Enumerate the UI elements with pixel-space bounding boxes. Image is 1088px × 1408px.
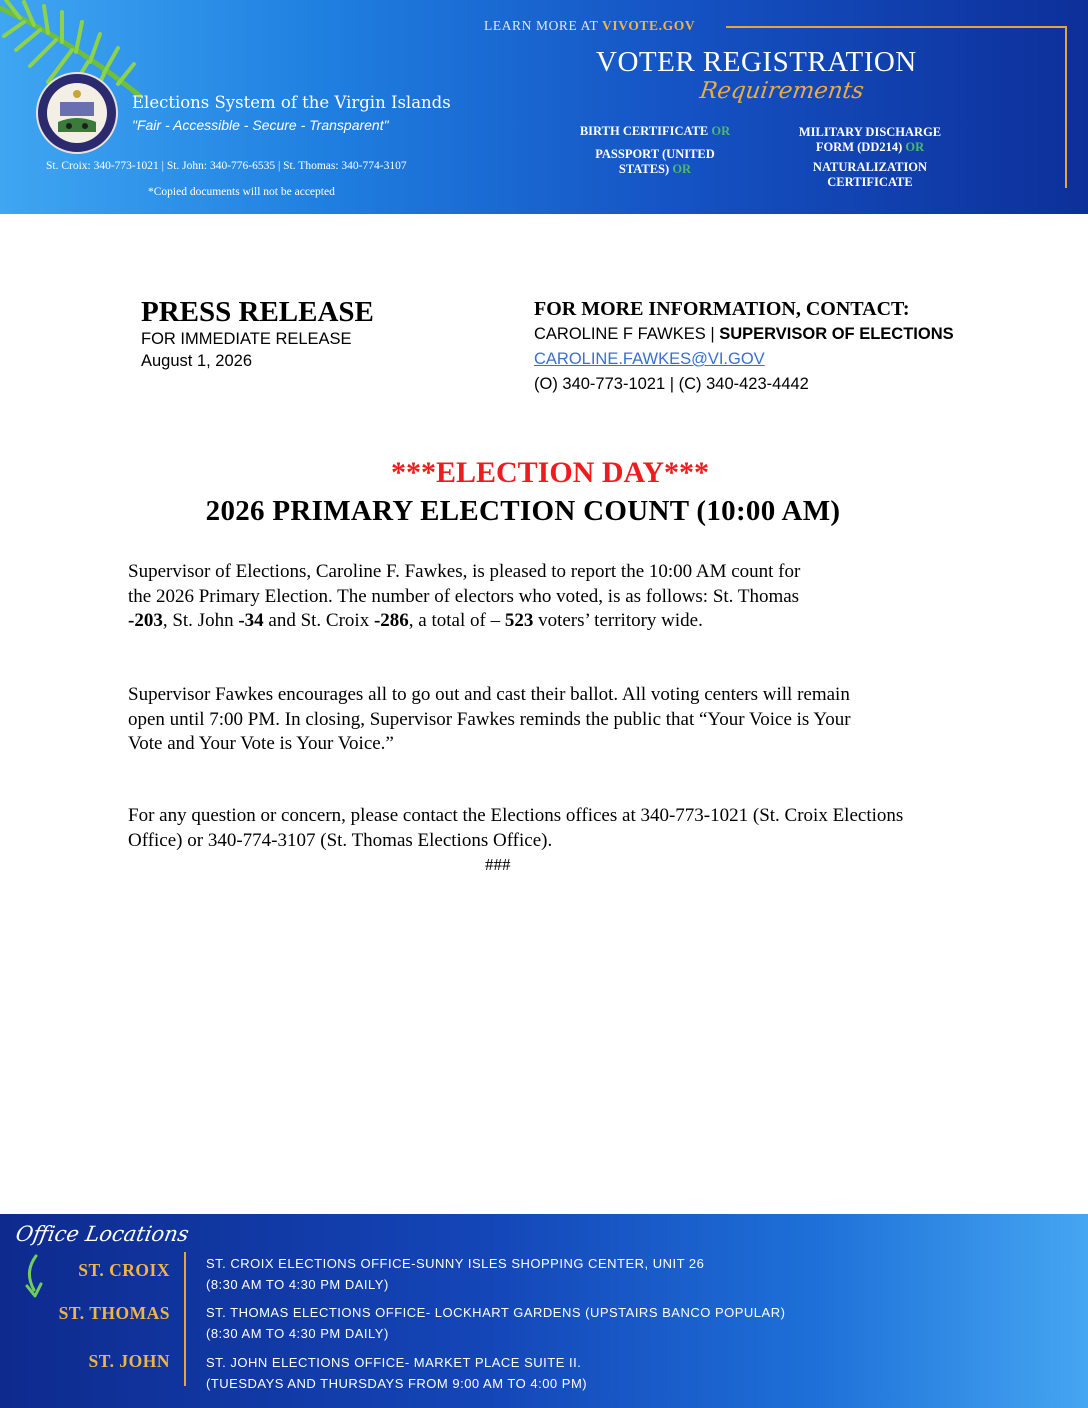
contact-role: SUPERVISOR OF ELECTIONS — [719, 325, 954, 343]
office-hours-st-croix: (8:30 AM TO 4:30 PM DAILY) — [206, 1277, 389, 1292]
p1-mid3: , a total of – — [408, 610, 505, 631]
encouragement-paragraph: Supervisor Fawkes encourages all to go out and cast their ballot. All voting centers will remain open until 7:00 PM. In closing, Supervisor Fawkes reminds the public that “Your Voice is Your Vote and Your Vote is Your Voice.” — [128, 684, 851, 754]
req-military-label: MILITARY DISCHARGE FORM (DD214) — [798, 125, 942, 154]
island-st-john: ST. JOHN — [88, 1351, 170, 1371]
immediate-release-label: FOR IMMEDIATE RELEASE — [141, 330, 352, 348]
office-locations-title: Office Locations — [13, 1222, 191, 1246]
press-release-title: PRESS RELEASE — [141, 296, 374, 328]
requirement-military-discharge — [782, 125, 958, 155]
office-address-st-john: ST. JOHN ELECTIONS OFFICE- MARKET PLACE SUITE II. — [206, 1355, 582, 1370]
requirement-naturalization — [792, 160, 948, 190]
count-title: 2026 PRIMARY ELECTION COUNT (10:00 AM) — [205, 495, 841, 527]
election-day-heading: ***ELECTION DAY*** — [390, 456, 710, 489]
contact-heading: FOR MORE INFORMATION, CONTACT: — [534, 298, 910, 320]
p1-end: voters’ territory wide. — [533, 610, 703, 631]
voter-registration-title: VOTER REGISTRATION — [596, 46, 917, 78]
office-hours-st-thomas: (8:30 AM TO 4:30 PM DAILY) — [206, 1326, 389, 1341]
org-name: Elections System of the Virgin Islands — [132, 93, 451, 112]
requirement-birth-certificate — [560, 124, 750, 139]
p1-mid1: , St. John — [162, 610, 239, 631]
org-phone-numbers: St. Croix: 340-773-1021 | St. John: 340-776-6535 | St. Thomas: 340-774-3107 — [46, 160, 407, 172]
learn-more-prefix: LEARN MORE AT — [484, 18, 603, 33]
footer-divider — [184, 1252, 186, 1386]
contact-email-link[interactable]: CAROLINE.FAWKES@VI.GOV — [534, 350, 765, 368]
st-john-count: -34 — [238, 610, 264, 631]
st-croix-count: -286 — [373, 610, 409, 631]
or-label: OR — [711, 124, 731, 138]
office-address-st-thomas: ST. THOMAS ELECTIONS OFFICE- LOCKHART GARDENS (UPSTAIRS BANCO POPULAR) — [206, 1305, 786, 1320]
gold-frame-top — [726, 26, 1066, 28]
office-address-st-croix: ST. CROIX ELECTIONS OFFICE-SUNNY ISLES SHOPPING CENTER, UNIT 26 — [206, 1256, 705, 1271]
org-tagline: "Fair - Accessible - Secure - Transparent" — [132, 117, 389, 133]
copied-documents-note: *Copied documents will not be accepted — [148, 186, 335, 198]
contact-name-line — [534, 325, 954, 344]
office-hours-st-john: (TUESDAYS AND THURSDAYS FROM 9:00 AM TO 4:00 PM) — [206, 1376, 588, 1391]
header-banner — [0, 0, 1088, 214]
count-paragraph — [128, 560, 828, 634]
release-date: August 1, 2026 — [141, 352, 253, 370]
island-st-thomas: ST. THOMAS — [58, 1303, 170, 1323]
req-naturalization-label: NATURALIZATION CERTIFICATE — [812, 160, 928, 189]
island-st-croix: ST. CROIX — [78, 1260, 170, 1280]
or-label: OR — [672, 162, 692, 176]
requirement-passport — [570, 147, 740, 177]
learn-more-line — [484, 18, 695, 34]
contact-name: CAROLINE F FAWKES | — [534, 325, 720, 343]
requirements-script-title: Requirements — [698, 78, 866, 104]
website-link[interactable]: VIVOTE.GOV — [602, 18, 696, 33]
p1-mid2: and St. Croix — [263, 610, 374, 631]
end-mark: ### — [485, 855, 511, 874]
elections-seal-logo — [36, 72, 118, 154]
footer-office-locations — [0, 1214, 1088, 1408]
gold-frame-right — [1065, 26, 1067, 188]
contact-paragraph: For any question or concern, please contact the Elections offices at 340-773-1021 (St. Croix Elections Office) or 340-774-3107 (St. Thomas Elections Office). — [128, 805, 904, 851]
req-birth-label: BIRTH CERTIFICATE — [579, 124, 709, 138]
p1-intro: Supervisor of Elections, Caroline F. Fawkes, is pleased to report the 10:00 AM count for the 2026 Primary Election. The number of electors who voted, is as follows: St. Thomas — [128, 561, 801, 607]
or-label: OR — [905, 140, 925, 154]
req-passport-label: PASSPORT (UNITED STATES) — [595, 147, 715, 176]
contact-phones: (O) 340-773-1021 | (C) 340-423-4442 — [534, 375, 809, 393]
st-thomas-count: -203 — [128, 610, 163, 631]
total-count: 523 — [504, 610, 534, 631]
